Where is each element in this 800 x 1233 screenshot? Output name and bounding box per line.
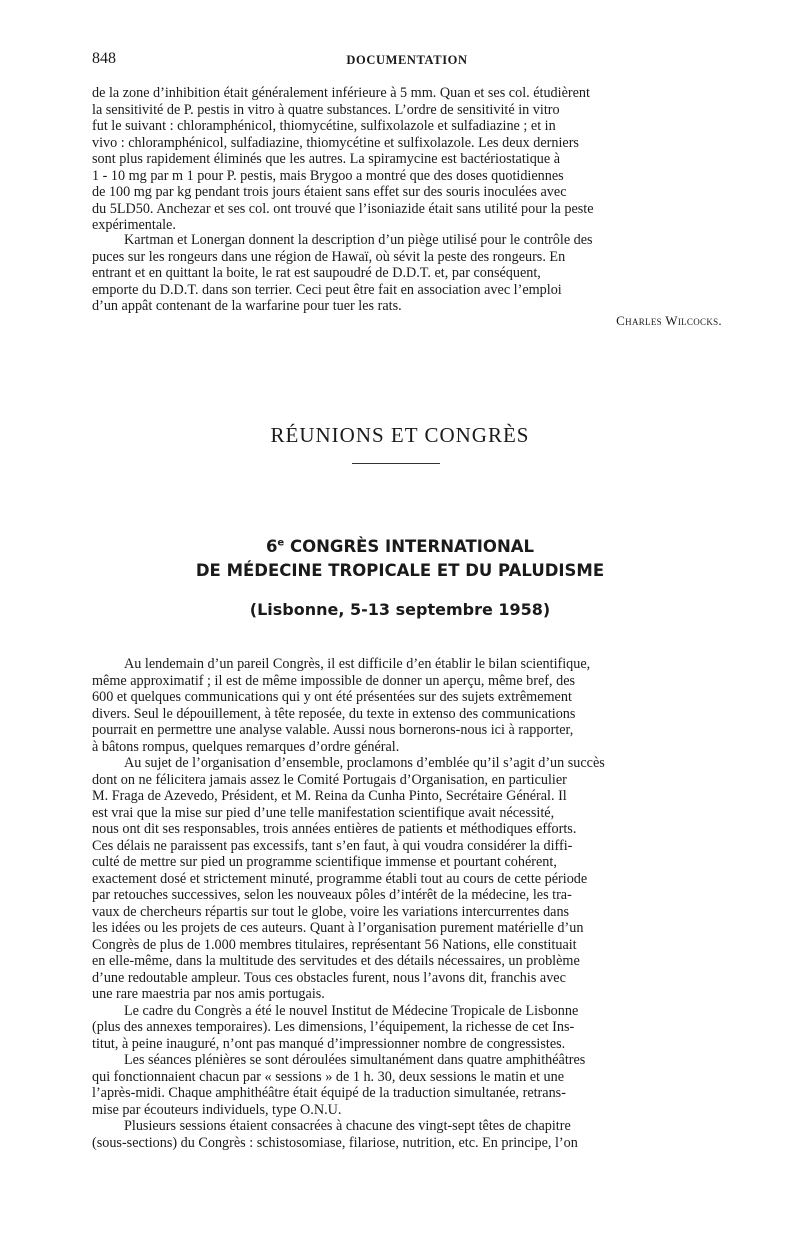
congress-report-body bbox=[92, 656, 723, 1151]
text-line: emporte du D.D.T. dans son terrier. Ceci peut être fait en association avec l’emploi bbox=[92, 281, 562, 298]
author-signature: Charles Wilcocks. bbox=[616, 313, 722, 328]
text-line: la sensitivité de P. pestis in vitro à quatre substances. L’ordre de sensitivité in vitro bbox=[92, 101, 560, 118]
text-line: (plus des annexes temporaires). Les dimensions, l’équipement, la richesse de cet Ins- bbox=[92, 1019, 575, 1035]
text-line: entrant et en quittant la boite, le rat est saupoudré de D.D.T. et, par conséquent, bbox=[92, 265, 541, 281]
text-line: vaux de chercheurs répartis sur tout le globe, voire les variations intercurrentes dans bbox=[92, 903, 570, 920]
body-paragraph bbox=[92, 1052, 723, 1118]
text-line: dont on ne félicitera jamais assez le Comité Portugais d’Organisation, en particulier bbox=[92, 771, 567, 788]
text-line: expérimentale. bbox=[92, 217, 176, 233]
text-line: une rare maestria par nos amis portugais. bbox=[92, 986, 325, 1002]
text-line: Au lendemain d’un pareil Congrès, il est difficile d’en établir le bilan scientifique, bbox=[124, 656, 591, 672]
text-line: nous ont dit ses responsables, trois années entières de patients et méthodiques efforts. bbox=[92, 821, 577, 837]
text-line: exactement dosé et strictement minuté, programme établi tout au cours de cette période bbox=[92, 870, 588, 887]
text-line: puces sur les rongeurs dans une région de Hawaï, où sévit la peste des rongeurs. En bbox=[92, 248, 566, 265]
body-paragraph bbox=[92, 1118, 723, 1151]
congress-title-line-2: DE MÉDECINE TROPICALE ET DU PALUDISME bbox=[195, 561, 605, 580]
text-line: mise par écouteurs individuels, type O.N.U. bbox=[92, 1101, 342, 1118]
running-header bbox=[92, 50, 722, 72]
text-line: est vrai que la mise sur pied d’une telle manifestation scientifique avait nécessité, bbox=[92, 804, 555, 821]
text-line: vivo : chloramphénicol, sulfadiazine, thiomycétine et sulfixolazole. Les deux derniers bbox=[92, 134, 579, 151]
text-line: sont plus rapidement éliminés que les autres. La spiramycine est bactériostatique à bbox=[92, 151, 561, 167]
paragraph-plague-sensitivity bbox=[92, 85, 723, 234]
text-line: pourrait en permettre une analyse valable. Aussi nous bornerons-nous ici à rapporter, bbox=[92, 722, 574, 738]
text-line: du 5LD50. Anchezar et ses col. ont trouvé que l’isoniazide était sans utilité pour la peste bbox=[92, 200, 594, 217]
text-line: M. Fraga de Azevedo, Président, et M. Reina da Cunha Pinto, Secrétaire Général. Il bbox=[92, 788, 567, 804]
text-line: divers. Seul le dépouillement, à tête reposée, du texte in extenso des communications bbox=[92, 705, 576, 722]
body-paragraph bbox=[92, 1003, 723, 1053]
text-line: Congrès de plus de 1.000 membres titulaires, représentant 56 Nations, elle constituait bbox=[92, 936, 577, 953]
text-line: Au sujet de l’organisation d’ensemble, proclamons d’emblée qu’il s’agit d’un succès bbox=[124, 755, 605, 771]
text-line: Le cadre du Congrès a été le nouvel Institut de Médecine Tropicale de Lisbonne bbox=[124, 1002, 579, 1019]
text-line: par retouches successives, selon les nouveaux pôles d’intérêt de la médecine, les tra- bbox=[92, 887, 572, 903]
text-line: Les séances plénières se sont déroulées simultanément dans quatre amphithéâtres bbox=[124, 1052, 586, 1068]
text-line: en elle-même, dans la multitude des servitudes et des détails nécessaires, un problème bbox=[92, 953, 580, 969]
text-line: qui fonctionnaient chacun par « sessions » de 1 h. 30, deux sessions le matin et une bbox=[92, 1068, 565, 1085]
text-line: de 100 mg par kg pendant trois jours étaient sans effet sur des souris inoculées avec bbox=[92, 184, 567, 200]
text-line: Plusieurs sessions étaient consacrées à chacune des vingt-sept têtes de chapitre bbox=[124, 1118, 571, 1134]
page-number: 848 bbox=[92, 50, 116, 67]
congress-place-date: (Lisbonne, 5-13 septembre 1958) bbox=[249, 600, 551, 619]
text-line: l’après-midi. Chaque amphithéâtre était équipé de la traduction simultanée, retrans- bbox=[92, 1085, 566, 1101]
text-line: titut, à peine inauguré, n’ont pas manqué d’impressionner nombre de congressistes. bbox=[92, 1035, 566, 1052]
section-divider bbox=[352, 463, 440, 464]
text-line: culté de mettre sur pied un programme scientifique immense et pourtant cohérent, bbox=[92, 854, 557, 870]
text-line: à bâtons rompus, quelques remarques d’ordre général. bbox=[92, 738, 400, 755]
text-line: fut le suivant : chloramphénicol, thiomycétine, sulfixolazole et sulfadiazine ; et in bbox=[92, 118, 556, 134]
text-line: d’une redoutable ampleur. Tous ces obstacles furent, nous l’avons dit, franchis avec bbox=[92, 969, 566, 986]
text-line: 1 - 10 mg par m 1 pour P. pestis, mais Brygoo a montré que des doses quotidiennes bbox=[92, 167, 564, 184]
text-line: de la zone d’inhibition était généralement inférieure à 5 mm. Quan et ses col. étudièrent bbox=[92, 85, 590, 101]
text-line: d’un appât contenant de la warfarine pour tuer les rats. bbox=[92, 298, 402, 314]
text-line: 600 et quelques communications qui y ont été présentées sur des sujets extrêmement bbox=[92, 689, 572, 705]
body-paragraph bbox=[92, 755, 723, 1003]
text-line: même approximatif ; il est de même impossible de donner un aperçu, même bref, des bbox=[92, 672, 576, 689]
text-line: les idées ou les projets de ces auteurs. Quant à l’organisation purement matérielle d’un bbox=[92, 920, 584, 936]
text-line: Ces délais ne paraissent pas excessifs, tant s’en faut, à qui voudra considérer la diffi- bbox=[92, 837, 573, 854]
congress-title-line-1: 6e CONGRÈS INTERNATIONAL bbox=[265, 537, 535, 556]
body-paragraph bbox=[92, 656, 723, 755]
paragraph-flea-trap bbox=[92, 232, 723, 315]
text-line: (sous-sections) du Congrès : schistosomiase, filariose, nutrition, etc. En principe, l’on bbox=[92, 1134, 578, 1151]
text-line: Kartman et Lonergan donnent la description d’un piège utilisé pour le contrôle des bbox=[124, 232, 593, 248]
section-title: RÉUNIONS ET CONGRÈS bbox=[270, 423, 530, 447]
running-title: DOCUMENTATION bbox=[346, 53, 468, 67]
